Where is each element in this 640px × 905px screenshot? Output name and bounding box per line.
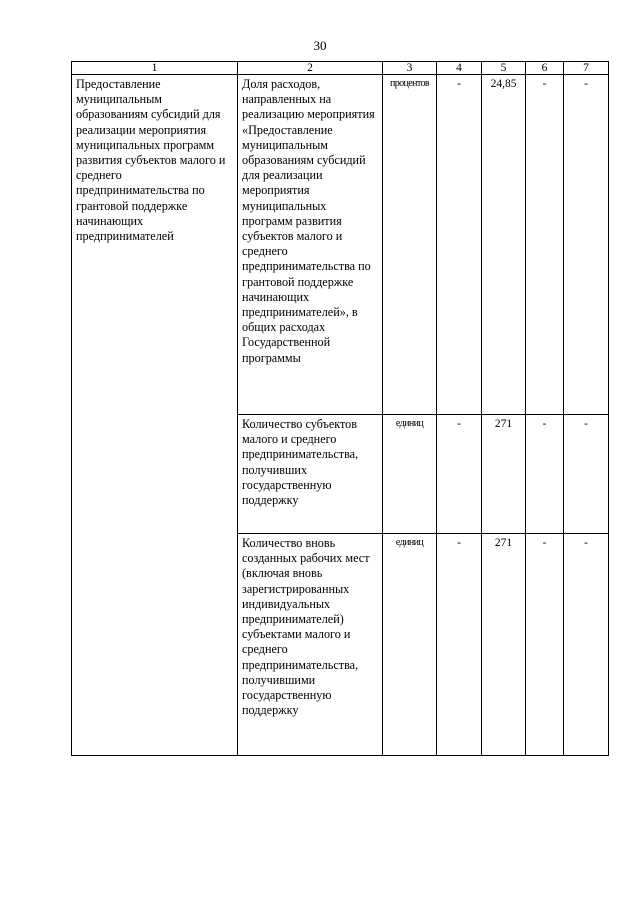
value-col-4: - — [457, 537, 461, 549]
value-col-5: 24,85 — [490, 78, 517, 90]
indicator-text: Количество субъектов малого и среднего предпринимательства, получивших государственную поддержку — [242, 417, 359, 508]
header-col-4: 4 — [437, 62, 482, 75]
value-cell — [526, 534, 564, 756]
value-cell — [526, 415, 564, 534]
unit-text: единиц — [395, 418, 424, 429]
value-cell — [482, 415, 526, 534]
value-cell — [437, 415, 482, 534]
unit-text: единиц — [395, 537, 424, 548]
value-col-7: - — [584, 537, 588, 549]
value-col-6: - — [542, 418, 547, 430]
event-name: Предоставление муниципальным образованиям субсидий для реализации мероприятия муниципальных программ развития субъектов малого и среднего предпринимательства по грантовой поддержке начинающих предпринимателей — [76, 77, 226, 244]
indicator-cell — [238, 75, 383, 415]
header-col-5: 5 — [482, 62, 526, 75]
indicator-text: Доля расходов, направленных на реализацию мероприятия «Предоставление муниципальным образованиям субсидий для реализации мероприятия муниципальных программ развития субъектов малого и среднего предпринимательства по грантовой поддержке начинающих предпринимателей», в общих расходах Государственной программы — [242, 77, 375, 365]
value-col-6: - — [542, 537, 547, 549]
header-row — [72, 62, 609, 75]
value-col-5: 271 — [494, 537, 513, 549]
unit-cell — [383, 534, 437, 756]
value-col-7: - — [584, 418, 588, 430]
unit-cell — [383, 75, 437, 415]
value-cell — [564, 415, 609, 534]
value-cell — [482, 534, 526, 756]
unit-text: процентов — [389, 78, 430, 89]
header-col-3: 3 — [383, 62, 437, 75]
value-col-6: - — [542, 78, 547, 90]
unit-cell — [383, 415, 437, 534]
header-col-6: 6 — [526, 62, 564, 75]
table-row — [72, 75, 609, 415]
indicator-cell — [238, 534, 383, 756]
header-col-1: 1 — [72, 62, 238, 75]
event-name-cell — [72, 75, 238, 756]
value-cell — [564, 75, 609, 415]
value-cell — [526, 75, 564, 415]
page-number: 30 — [313, 38, 327, 53]
value-col-4: - — [457, 418, 461, 430]
indicator-text: Количество вновь созданных рабочих мест (включая вновь зарегистрированных индивидуальных предпринимателей) субъектами малого и среднего предпринимательства, получившими государственную поддержку — [242, 536, 370, 718]
value-col-4: - — [457, 78, 461, 90]
value-cell — [437, 534, 482, 756]
indicator-cell — [238, 415, 383, 534]
header-col-2: 2 — [238, 62, 383, 75]
header-col-7: 7 — [564, 62, 609, 75]
indicators-table — [71, 61, 609, 756]
value-cell — [482, 75, 526, 415]
value-col-7: - — [584, 78, 588, 90]
value-cell — [437, 75, 482, 415]
value-col-5: 271 — [494, 418, 513, 430]
value-cell — [564, 534, 609, 756]
